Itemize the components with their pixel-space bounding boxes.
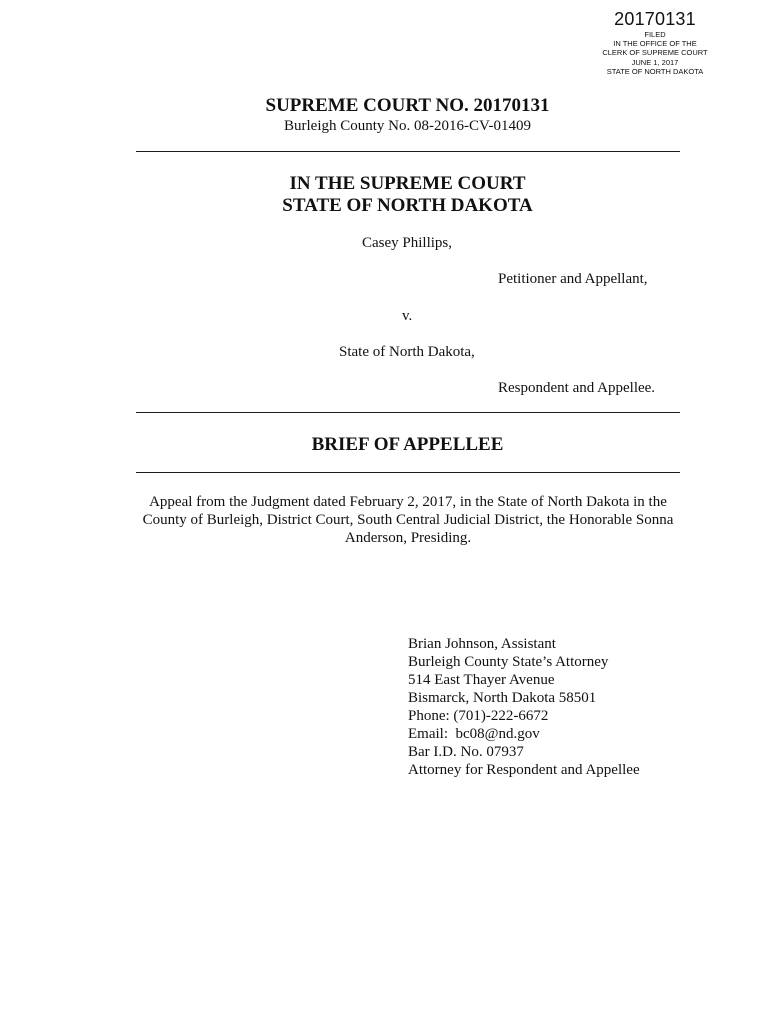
respondent-role: Respondent and Appellee. — [498, 380, 656, 396]
stamp-line: IN THE OFFICE OF THE — [613, 39, 697, 49]
stamp-line: STATE OF NORTH DAKOTA — [606, 66, 704, 76]
appellant-role: Petitioner and Appellant, — [498, 271, 648, 287]
attorney-office: Burleigh County State’s Attorney — [408, 654, 609, 670]
court-title: IN THE SUPREME COURT — [289, 173, 526, 194]
court-state: STATE OF NORTH DAKOTA — [282, 195, 533, 216]
attorney-bar-id: Bar I.D. No. 07937 — [408, 744, 524, 760]
attorney-phone: Phone: (701)-222-6672 — [408, 708, 549, 724]
filing-stamp — [590, 8, 720, 76]
county-case-number: Burleigh County No. 08-2016-CV-01409 — [284, 118, 531, 134]
stamp-line: CLERK OF SUPREME COURT — [602, 48, 708, 58]
brief-title: BRIEF OF APPELLEE — [311, 434, 504, 455]
attorney-name: Brian Johnson, Assistant — [408, 636, 556, 652]
stamp-line: FILED — [644, 30, 666, 39]
attorney-city: Bismarck, North Dakota 58501 — [408, 690, 597, 706]
appeal-line: Anderson, Presiding. — [344, 530, 472, 546]
appeal-line: County of Burleigh, District Court, South Central Judicial District, the Honorable Sonna — [142, 512, 674, 528]
divider — [136, 472, 680, 473]
attorney-email: Email: bc08@nd.gov — [408, 726, 540, 742]
supreme-court-number: SUPREME COURT NO. 20170131 — [265, 95, 550, 116]
stamp-case-number: 20170131 — [614, 9, 696, 29]
divider — [136, 151, 680, 152]
attorney-street: 514 East Thayer Avenue — [408, 672, 555, 688]
versus: v. — [402, 308, 413, 324]
attorney-signature-block — [408, 635, 640, 779]
divider — [136, 412, 680, 413]
respondent-name: State of North Dakota, — [339, 344, 475, 360]
stamp-line: JUNE 1, 2017 — [631, 57, 679, 67]
appeal-line: Appeal from the Judgment dated February 2, 2017, in the State of North Dakota in the — [149, 494, 667, 510]
appellant-name: Casey Phillips, — [362, 235, 453, 251]
attorney-role: Attorney for Respondent and Appellee — [408, 762, 640, 778]
appeal-statement — [126, 493, 690, 547]
